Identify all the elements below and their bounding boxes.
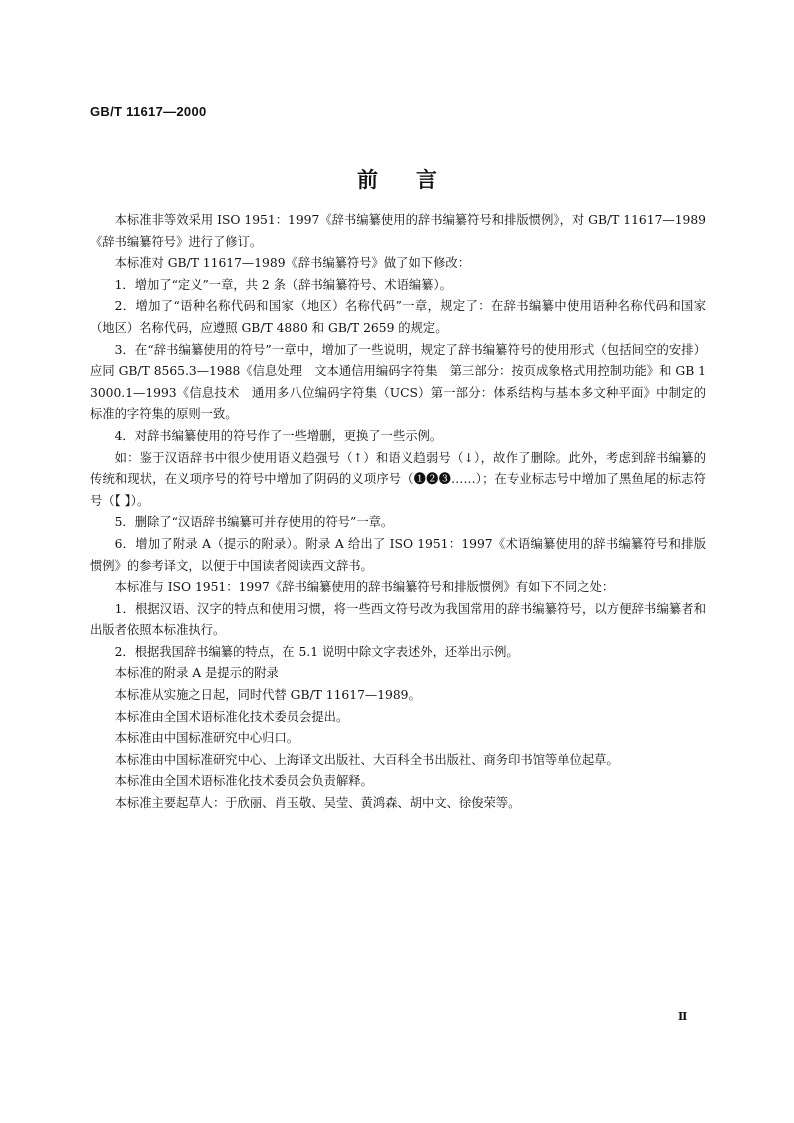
paragraph-mod-4: 4．对辞书编纂使用的符号作了一些增删，更换了一些示例。 (114, 428, 443, 443)
foreword-body (90, 210, 706, 815)
paragraph-diff-2: 2．根据我国辞书编纂的特点，在 5.1 说明中除文字表述外，还举出示例。 (114, 644, 519, 659)
paragraph-adoption: 本标准非等效采用 ISO 1951：1997《辞书编纂使用的辞书编纂符号和排版惯例》，对 GB/T 11617—1989《辞书编纂符号》进行了修订。 (90, 213, 706, 249)
paragraph-mod-6: 6．增加了附录 A（提示的附录）。附录 A 给出了 ISO 1951：1997《术语编纂使用的辞书编纂符号和排版惯例》的参考译文，以便于中国读者阅读西文辞书。 (90, 536, 706, 573)
paragraph-modifications-intro: 本标准对 GB/T 11617—1989《辞书编纂符号》做了如下修改： (114, 256, 470, 271)
standard-number-header: GB/T 11617—2000 (90, 104, 207, 119)
paragraph-mod-4-example: 如：鉴于汉语辞书中很少使用语义趋强号（↑）和语义趋弱号（↓），故作了删除。此外，考虑到辞书编纂的传统和现状，在义项序号的符号中增加了阴码的义项序号（❶❷❸……）；在专业标志号中增加了黑鱼尾的标志符号（【 】）。 (90, 450, 706, 508)
paragraph-mod-3: 3．在“辞书编纂使用的符号”一章中，增加了一些说明，规定了辞书编纂符号的使用形式（包括间空的安排）应同 GB/T 8565.3—1988《信息处理 文本通信用编码字符集 第三部分：按页成象格式用控制功能》和 GB 13000.1—1993《信息技术 通用多八位编码字符集（UCS）第一部分：体系结构与基本多文种平面》中制定的标准的字符集的原则一致。 (90, 342, 706, 422)
page-number: Ⅱ (678, 1010, 688, 1023)
paragraph-drafters: 本标准主要起草人：于欣丽、肖玉敬、吴莹、黄鸿森、胡中文、徐俊荣等。 (114, 796, 521, 811)
paragraph-drafted-by: 本标准由中国标准研究中心、上海译文出版社、大百科全书出版社、商务印书馆等单位起草。 (114, 752, 619, 767)
paragraph-mod-1: 1．增加了“定义”一章，共 2 条（辞书编纂符号、术语编纂）。 (114, 277, 452, 292)
page-title: 前言 (357, 168, 475, 192)
paragraph-mod-2: 2．增加了“语种名称代码和国家（地区）名称代码”一章，规定了：在辞书编纂中使用语种名称代码和国家（地区）名称代码，应遵照 GB/T 4880 和 GB/T 2659 的规定。 (90, 299, 706, 335)
paragraph-interpreted-by: 本标准由全国术语标准化技术委员会负责解释。 (114, 774, 373, 789)
paragraph-annex-note: 本标准的附录 A 是提示的附录 (114, 666, 279, 681)
paragraph-diff-1: 1．根据汉语、汉字的特点和使用习惯，将一些西文符号改为我国常用的辞书编纂符号，以方便辞书编纂者和出版者依照本标准执行。 (90, 601, 706, 638)
paragraph-centralized-by: 本标准由中国标准研究中心归口。 (114, 731, 300, 746)
paragraph-differences-intro: 本标准与 ISO 1951：1997《辞书编纂使用的辞书编纂符号和排版惯例》有如下不同之处： (114, 580, 615, 595)
paragraph-mod-5: 5．删除了“汉语辞书编纂可并存使用的符号”一章。 (114, 515, 394, 530)
paragraph-replacement: 本标准从实施之日起，同时代替 GB/T 11617—1989。 (114, 688, 421, 703)
paragraph-proposed-by: 本标准由全国术语标准化技术委员会提出。 (114, 709, 349, 724)
